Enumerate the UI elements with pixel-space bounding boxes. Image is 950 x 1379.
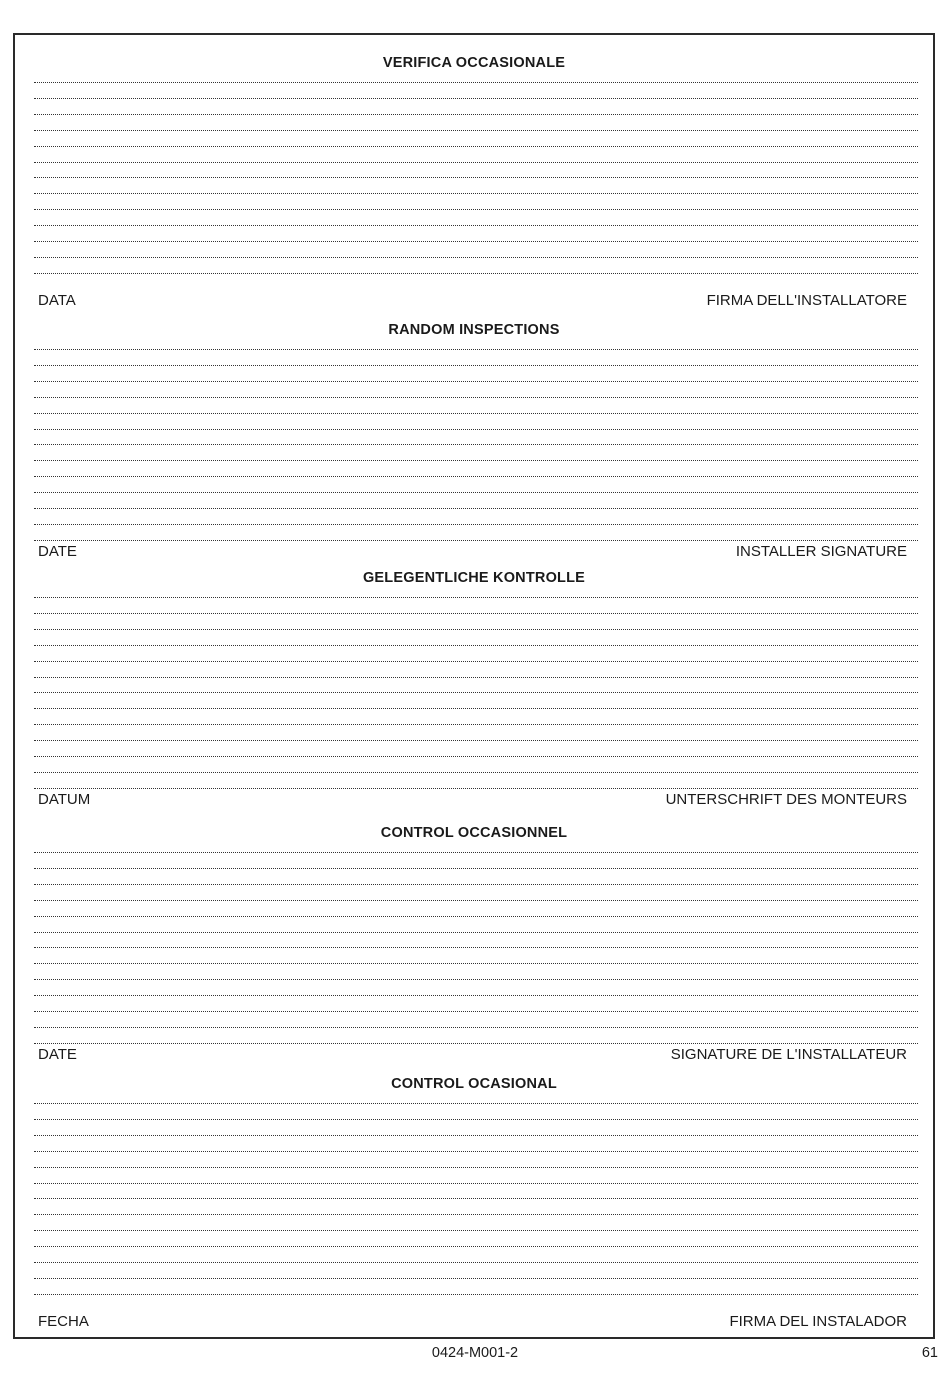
writing-line[interactable]	[34, 1043, 918, 1044]
writing-line[interactable]	[34, 884, 918, 885]
writing-line[interactable]	[34, 1027, 918, 1028]
writing-line[interactable]	[34, 979, 918, 980]
signature-label: FIRMA DEL INSTALADOR	[729, 1313, 907, 1330]
writing-line[interactable]	[34, 476, 918, 477]
page-number: 61	[921, 1345, 938, 1361]
writing-line[interactable]	[34, 629, 918, 630]
writing-line[interactable]	[34, 460, 918, 461]
writing-line[interactable]	[34, 932, 918, 933]
writing-line[interactable]	[34, 1230, 918, 1231]
writing-line[interactable]	[34, 273, 918, 274]
signature-row	[15, 543, 933, 561]
writing-line[interactable]	[34, 868, 918, 869]
section-title: VERIFICA OCCASIONALE	[382, 55, 566, 71]
signature-row	[15, 1046, 933, 1064]
writing-line[interactable]	[34, 916, 918, 917]
writing-line[interactable]	[34, 1011, 918, 1012]
form-frame	[13, 33, 935, 1339]
writing-line[interactable]	[34, 177, 918, 178]
date-label: DATA	[38, 292, 76, 309]
signature-label: SIGNATURE DE L'INSTALLATEUR	[670, 1046, 907, 1063]
writing-line[interactable]	[34, 692, 918, 693]
writing-line[interactable]	[34, 444, 918, 445]
writing-line[interactable]	[34, 756, 918, 757]
writing-line[interactable]	[34, 788, 918, 789]
writing-line[interactable]	[34, 597, 918, 598]
signature-label: FIRMA DELL'INSTALLATORE	[706, 292, 907, 309]
writing-line[interactable]	[34, 1262, 918, 1263]
writing-line[interactable]	[34, 413, 918, 414]
writing-line[interactable]	[34, 225, 918, 226]
writing-line[interactable]	[34, 193, 918, 194]
date-label: DATE	[38, 543, 77, 560]
writing-line[interactable]	[34, 613, 918, 614]
section-title: CONTROL OCCASIONNEL	[380, 825, 568, 841]
writing-line[interactable]	[34, 397, 918, 398]
writing-line[interactable]	[34, 82, 918, 83]
signature-label: INSTALLER SIGNATURE	[735, 543, 907, 560]
writing-line[interactable]	[34, 772, 918, 773]
signature-label: UNTERSCHRIFT DES MONTEURS	[665, 791, 907, 808]
writing-line[interactable]	[34, 1103, 918, 1104]
writing-line[interactable]	[34, 1198, 918, 1199]
writing-line[interactable]	[34, 1214, 918, 1215]
writing-line[interactable]	[34, 162, 918, 163]
writing-line[interactable]	[34, 257, 918, 258]
writing-line[interactable]	[34, 1151, 918, 1152]
writing-line[interactable]	[34, 645, 918, 646]
signature-row	[15, 292, 933, 310]
writing-line[interactable]	[34, 900, 918, 901]
writing-line[interactable]	[34, 1167, 918, 1168]
writing-line[interactable]	[34, 381, 918, 382]
writing-line[interactable]	[34, 146, 918, 147]
writing-line[interactable]	[34, 349, 918, 350]
writing-line[interactable]	[34, 1183, 918, 1184]
writing-line[interactable]	[34, 209, 918, 210]
writing-line[interactable]	[34, 708, 918, 709]
writing-line[interactable]	[34, 1119, 918, 1120]
signature-row	[15, 791, 933, 809]
section-title: CONTROL OCASIONAL	[391, 1076, 557, 1092]
date-label: FECHA	[38, 1313, 89, 1330]
writing-line[interactable]	[34, 365, 918, 366]
writing-line[interactable]	[34, 241, 918, 242]
signature-row	[15, 1313, 933, 1331]
writing-line[interactable]	[34, 661, 918, 662]
writing-line[interactable]	[34, 114, 918, 115]
writing-line[interactable]	[34, 852, 918, 853]
date-label: DATUM	[38, 791, 91, 808]
writing-line[interactable]	[34, 540, 918, 541]
writing-line[interactable]	[34, 995, 918, 996]
writing-line[interactable]	[34, 130, 918, 131]
section-title: RANDOM INSPECTIONS	[388, 322, 560, 338]
writing-line[interactable]	[34, 740, 918, 741]
writing-line[interactable]	[34, 1135, 918, 1136]
section-title: GELEGENTLICHE KONTROLLE	[362, 570, 586, 586]
writing-line[interactable]	[34, 724, 918, 725]
writing-line[interactable]	[34, 492, 918, 493]
writing-line[interactable]	[34, 508, 918, 509]
document-code: 0424-M001-2	[431, 1345, 519, 1361]
writing-line[interactable]	[34, 677, 918, 678]
date-label: DATE	[38, 1046, 77, 1063]
writing-line[interactable]	[34, 429, 918, 430]
writing-line[interactable]	[34, 1278, 918, 1279]
writing-line[interactable]	[34, 1246, 918, 1247]
writing-line[interactable]	[34, 524, 918, 525]
writing-line[interactable]	[34, 963, 918, 964]
writing-line[interactable]	[34, 98, 918, 99]
writing-line[interactable]	[34, 1294, 918, 1295]
writing-line[interactable]	[34, 947, 918, 948]
